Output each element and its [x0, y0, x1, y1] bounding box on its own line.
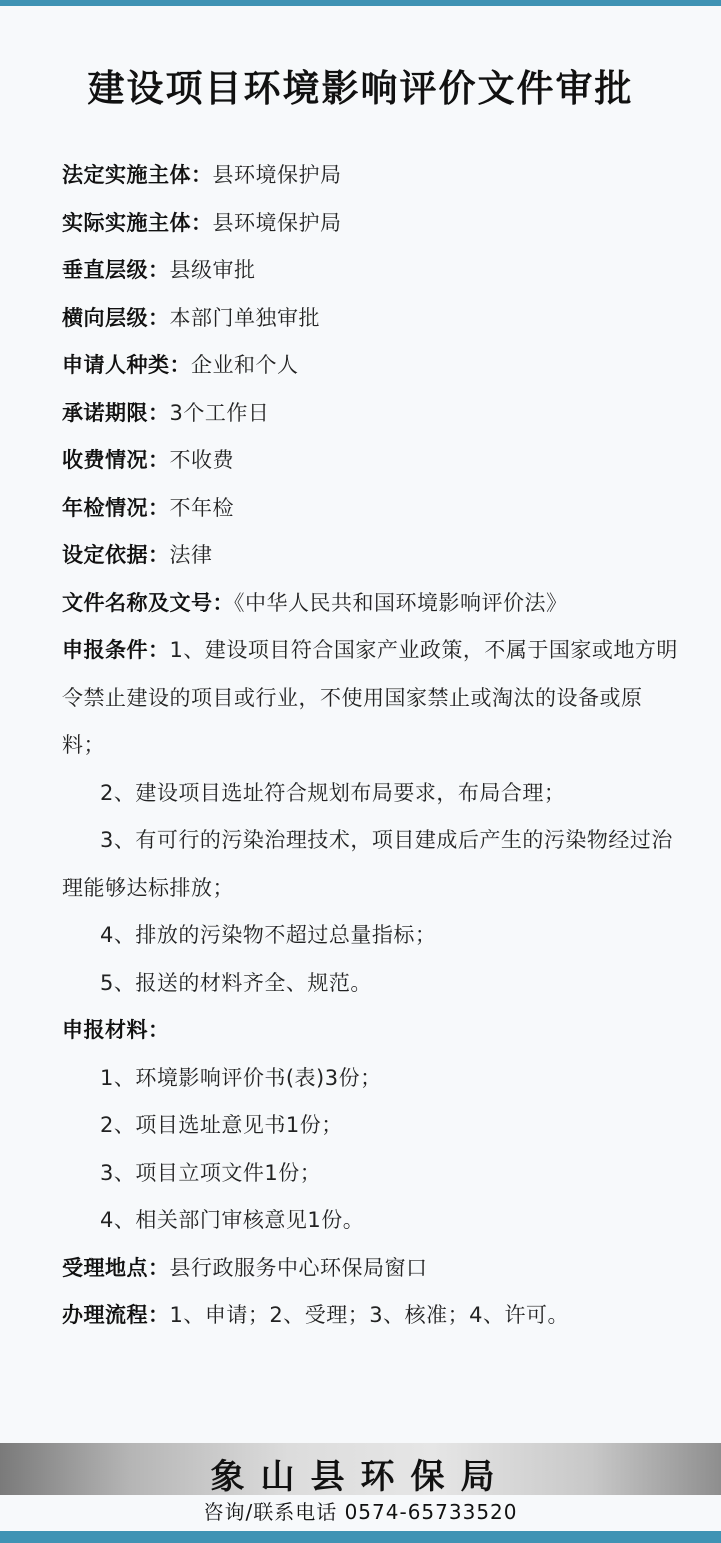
field-label: 收费情况： — [62, 448, 170, 472]
bottom-accent-bar — [0, 1531, 721, 1543]
field-label: 实际实施主体： — [62, 210, 213, 235]
field-label: 文件名称及文号： — [62, 590, 234, 615]
material-item-row — [62, 1055, 682, 1103]
material-item: 1、环境影响评价书(表)3份； — [100, 1065, 382, 1090]
condition-item-row — [62, 912, 682, 960]
field-value: 县行政服务中心环保局窗口 — [169, 1255, 428, 1280]
field-location — [62, 1245, 682, 1293]
field-label: 承诺期限： — [62, 400, 170, 425]
field-label: 年检情况： — [62, 495, 170, 520]
field-annual-check — [62, 485, 682, 533]
field-conditions — [62, 627, 682, 770]
field-value: 县级审批 — [169, 258, 256, 282]
field-value: 县环境保护局 — [212, 210, 342, 235]
condition-item: 1、建设项目符合国家产业政策，不属于国家或地方明令禁止建设的项目或行业，不使用国家禁止或淘汰的设备或原料； — [62, 638, 678, 757]
page-title: 建设项目环境影响评价文件审批 — [87, 67, 634, 110]
field-value: 不年检 — [169, 495, 234, 520]
condition-item-row — [62, 960, 682, 1008]
material-item: 2、项目选址意见书1份； — [100, 1113, 343, 1137]
field-value: 本部门单独审批 — [169, 305, 320, 330]
field-label: 横向层级： — [62, 305, 170, 330]
field-vertical-level — [62, 247, 682, 295]
field-label: 垂直层级： — [62, 258, 170, 282]
field-value: 企业和个人 — [191, 353, 299, 377]
field-value: 县环境保护局 — [212, 163, 342, 187]
field-label: 受理地点： — [62, 1255, 170, 1280]
field-label: 办理流程： — [62, 1303, 170, 1327]
field-label: 法定实施主体： — [62, 163, 213, 187]
field-value: 1、申请；2、受理；3、核准；4、许可。 — [169, 1303, 569, 1327]
footer-contact-phone: 咨询/联系电话 0574-65733520 — [203, 1500, 518, 1524]
field-value: 3个工作日 — [169, 400, 270, 425]
field-materials — [62, 1007, 682, 1055]
condition-item: 3、有可行的污染治理技术，项目建成后产生的污染物经过治理能够达标排放； — [62, 828, 673, 900]
top-accent-bar — [0, 0, 721, 6]
field-label: 申报材料： — [62, 1018, 170, 1042]
field-actual-entity — [62, 200, 682, 248]
material-item-row — [62, 1197, 682, 1245]
field-promised-period — [62, 390, 682, 438]
field-value: 《中华人民共和国环境影响评价法》 — [234, 590, 568, 615]
material-item-row — [62, 1102, 682, 1150]
condition-item: 5、报送的材料齐全、规范。 — [100, 970, 372, 995]
field-process — [62, 1292, 682, 1340]
material-item-row — [62, 1150, 682, 1198]
field-value: 法律 — [169, 543, 213, 567]
field-label: 申报条件： — [62, 638, 170, 662]
material-item: 3、项目立项文件1份； — [100, 1160, 322, 1185]
condition-item-row — [62, 817, 682, 912]
field-legal-entity — [62, 152, 682, 200]
field-label: 设定依据： — [62, 543, 170, 567]
condition-item: 2、建设项目选址符合规划布局要求，布局合理； — [100, 780, 566, 805]
field-basis — [62, 532, 682, 580]
document-body — [62, 152, 682, 1340]
footer-org-name: 象山县环保局 — [210, 1457, 511, 1497]
condition-item: 4、排放的污染物不超过总量指标； — [100, 923, 437, 947]
field-value: 不收费 — [169, 448, 234, 472]
condition-item-row — [62, 770, 682, 818]
material-item: 4、相关部门审核意见1份。 — [100, 1208, 365, 1232]
field-label: 申请人种类： — [62, 353, 191, 377]
field-fee — [62, 437, 682, 485]
field-document — [62, 580, 682, 628]
field-applicant-type — [62, 342, 682, 390]
field-horizontal-level — [62, 295, 682, 343]
